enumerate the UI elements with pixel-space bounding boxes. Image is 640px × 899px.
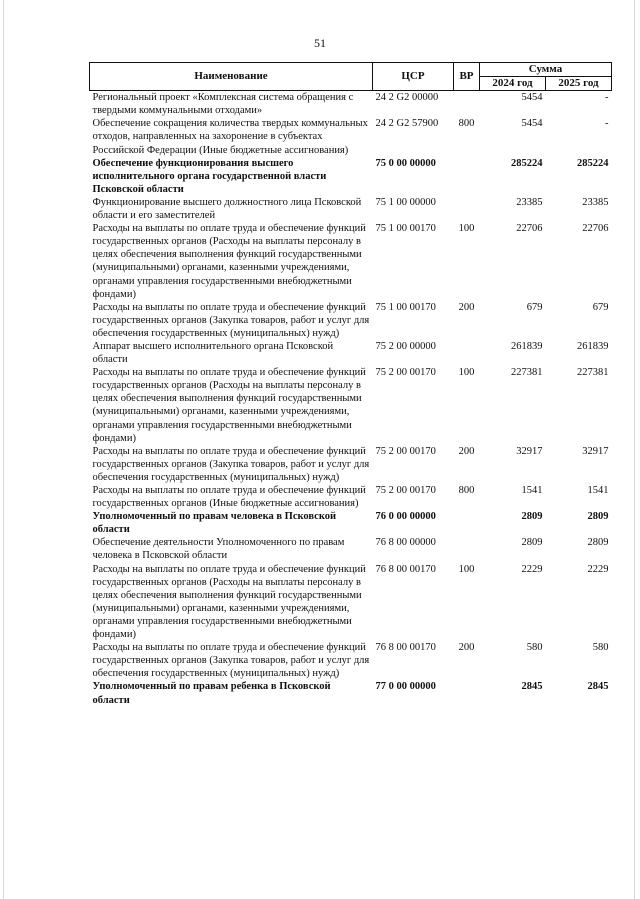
row-csr: 76 0 00 00000 xyxy=(375,511,436,523)
table-row xyxy=(90,366,612,445)
row-amount-2024: 2229 xyxy=(521,563,543,575)
table-row xyxy=(90,484,612,510)
row-name: Расходы на выплаты по оплате труда и обеспечение функций государственных органов (Расходы на выплаты персоналу в целях обеспечения выполнения функций государственными (муниципальными) органами, казенными учреждениями, органами управления государственными внебюджетными фондами) xyxy=(92,563,366,641)
row-amount-2024: 679 xyxy=(526,301,543,313)
row-amount-2025: 580 xyxy=(592,642,609,654)
row-amount-2025: - xyxy=(605,118,609,130)
row-vr xyxy=(454,91,480,118)
row-amount-2024: 23385 xyxy=(516,196,543,208)
table-row xyxy=(90,445,612,484)
row-amount-2025: 1541 xyxy=(587,485,609,496)
row-name: Уполномоченный по правам ребенка в Псковской области xyxy=(92,681,331,706)
row-amount-2024: 2809 xyxy=(521,537,543,549)
row-csr: 76 8 00 00170 xyxy=(375,563,436,575)
row-csr: 75 1 00 00000 xyxy=(375,196,436,208)
row-amount-2025: 2229 xyxy=(587,563,609,575)
table-row xyxy=(90,510,612,536)
row-name: Расходы на выплаты по оплате труда и обеспечение функций государственных органов (Закупка товаров, работ и услуг для обеспечения государственных (муниципальных) нужд) xyxy=(92,642,370,680)
scan-edge-left xyxy=(3,0,4,899)
row-amount-2025: - xyxy=(605,92,609,104)
row-vr: 200 xyxy=(458,301,475,313)
row-name: Функционирование высшего должностного лица Псковской области и его заместителей xyxy=(92,196,362,222)
row-amount-2024: 261839 xyxy=(511,340,543,352)
table-row xyxy=(90,222,612,301)
row-amount-2024: 32917 xyxy=(516,445,543,457)
header-name: Наименование xyxy=(90,63,373,91)
scan-edge-right xyxy=(634,0,635,899)
row-csr: 75 1 00 00170 xyxy=(375,301,436,313)
row-csr: 76 8 00 00170 xyxy=(375,642,436,654)
row-vr xyxy=(454,510,480,536)
table-row xyxy=(90,117,612,156)
row-vr: 200 xyxy=(458,445,475,457)
row-vr: 200 xyxy=(458,642,475,654)
row-name: Региональный проект «Комплексная система обращения с твердыми коммунальными отходами» xyxy=(92,92,354,117)
row-name: Обеспечение функционирования высшего исполнительного органа государственной власти Псковской области xyxy=(92,157,327,195)
row-vr: 800 xyxy=(458,118,475,130)
row-amount-2024: 580 xyxy=(526,642,543,654)
row-amount-2024: 285224 xyxy=(511,157,543,169)
row-vr: 800 xyxy=(458,485,475,496)
row-amount-2025: 2809 xyxy=(587,511,609,523)
row-amount-2025: 261839 xyxy=(577,340,609,352)
row-amount-2024: 5454 xyxy=(521,92,543,104)
row-csr: 77 0 00 00000 xyxy=(375,681,436,693)
row-name: Расходы на выплаты по оплате труда и обеспечение функций государственных органов (Расходы на выплаты персоналу в целях обеспечения выполнения функций государственными (муниципальными) органами, казенными учреждениями, органами управления государственными внебюджетными фондами) xyxy=(92,223,366,300)
row-name: Расходы на выплаты по оплате труда и обеспечение функций государственных органов (Закупка товаров, работ и услуг для обеспечения государственных (муниципальных) нужд) xyxy=(92,301,370,339)
row-csr: 76 8 00 00000 xyxy=(375,537,436,549)
table-row xyxy=(90,536,612,562)
budget-table xyxy=(89,62,612,707)
header-year-2025: 2025 год xyxy=(546,77,612,91)
row-name: Уполномоченный по правам человека в Псковской области xyxy=(92,511,337,536)
row-csr: 24 2 G2 00000 xyxy=(375,92,439,104)
row-amount-2024: 1541 xyxy=(521,485,543,496)
row-amount-2024: 2809 xyxy=(521,511,543,523)
row-csr: 75 2 00 00170 xyxy=(375,445,436,457)
table-row xyxy=(90,563,612,642)
row-csr: 24 2 G2 57900 xyxy=(375,118,439,130)
row-name: Расходы на выплаты по оплате труда и обеспечение функций государственных органов (Иные бюджетные ассигнования) xyxy=(92,485,366,510)
row-amount-2025: 23385 xyxy=(582,196,609,208)
row-vr: 100 xyxy=(458,367,475,379)
row-amount-2025: 285224 xyxy=(577,157,609,169)
row-csr: 75 2 00 00000 xyxy=(375,340,436,352)
row-amount-2025: 227381 xyxy=(577,367,609,379)
row-amount-2024: 5454 xyxy=(521,118,543,130)
row-csr: 75 2 00 00170 xyxy=(375,367,436,379)
page-number: 51 xyxy=(314,36,326,50)
row-amount-2024: 2845 xyxy=(521,681,543,693)
row-vr xyxy=(454,680,480,706)
row-amount-2025: 679 xyxy=(592,301,609,313)
table-body xyxy=(90,91,612,707)
row-name: Обеспечение сокращения количества твердых коммунальных отходов, направленных на захоронение в субъектах Российской Федерации (Иные бюджетные ассигнования) xyxy=(92,118,368,156)
table-row xyxy=(90,157,612,196)
table-row xyxy=(90,641,612,680)
row-csr: 75 1 00 00170 xyxy=(375,223,436,235)
row-csr: 75 0 00 00000 xyxy=(375,157,436,169)
header-csr: ЦСР xyxy=(373,63,454,91)
row-vr xyxy=(454,196,480,222)
row-csr: 75 2 00 00170 xyxy=(375,485,436,496)
row-amount-2025: 32917 xyxy=(582,445,609,457)
row-name: Расходы на выплаты по оплате труда и обеспечение функций государственных органов (Расходы на выплаты персоналу в целях обеспечения выполнения функций государственными (муниципальными) органами, казенными учреждениями, органами управления государственными внебюджетными фондами) xyxy=(92,367,366,444)
table-row xyxy=(90,196,612,222)
table-row xyxy=(90,680,612,706)
table-row xyxy=(90,340,612,366)
row-amount-2025: 2845 xyxy=(587,681,609,693)
row-vr xyxy=(454,157,480,196)
row-vr: 100 xyxy=(458,223,475,235)
row-name: Аппарат высшего исполнительного органа Псковской области xyxy=(92,340,334,366)
row-amount-2025: 22706 xyxy=(582,223,609,235)
header-sum: Сумма xyxy=(480,63,612,77)
row-amount-2024: 227381 xyxy=(511,367,543,379)
table-row xyxy=(90,301,612,340)
header-vr: ВР xyxy=(454,63,480,91)
header-year-2024: 2024 год xyxy=(480,77,546,91)
row-name: Расходы на выплаты по оплате труда и обеспечение функций государственных органов (Закупка товаров, работ и услуг для обеспечения государственных (муниципальных) нужд) xyxy=(92,445,370,483)
row-amount-2025: 2809 xyxy=(587,537,609,549)
row-vr xyxy=(454,536,480,562)
row-name: Обеспечение деятельности Уполномоченного по правам человека в Псковской области xyxy=(92,537,345,562)
table-header-row xyxy=(90,63,612,77)
table-row xyxy=(90,91,612,118)
row-amount-2024: 22706 xyxy=(516,223,543,235)
row-vr xyxy=(454,340,480,366)
row-vr: 100 xyxy=(458,563,475,575)
